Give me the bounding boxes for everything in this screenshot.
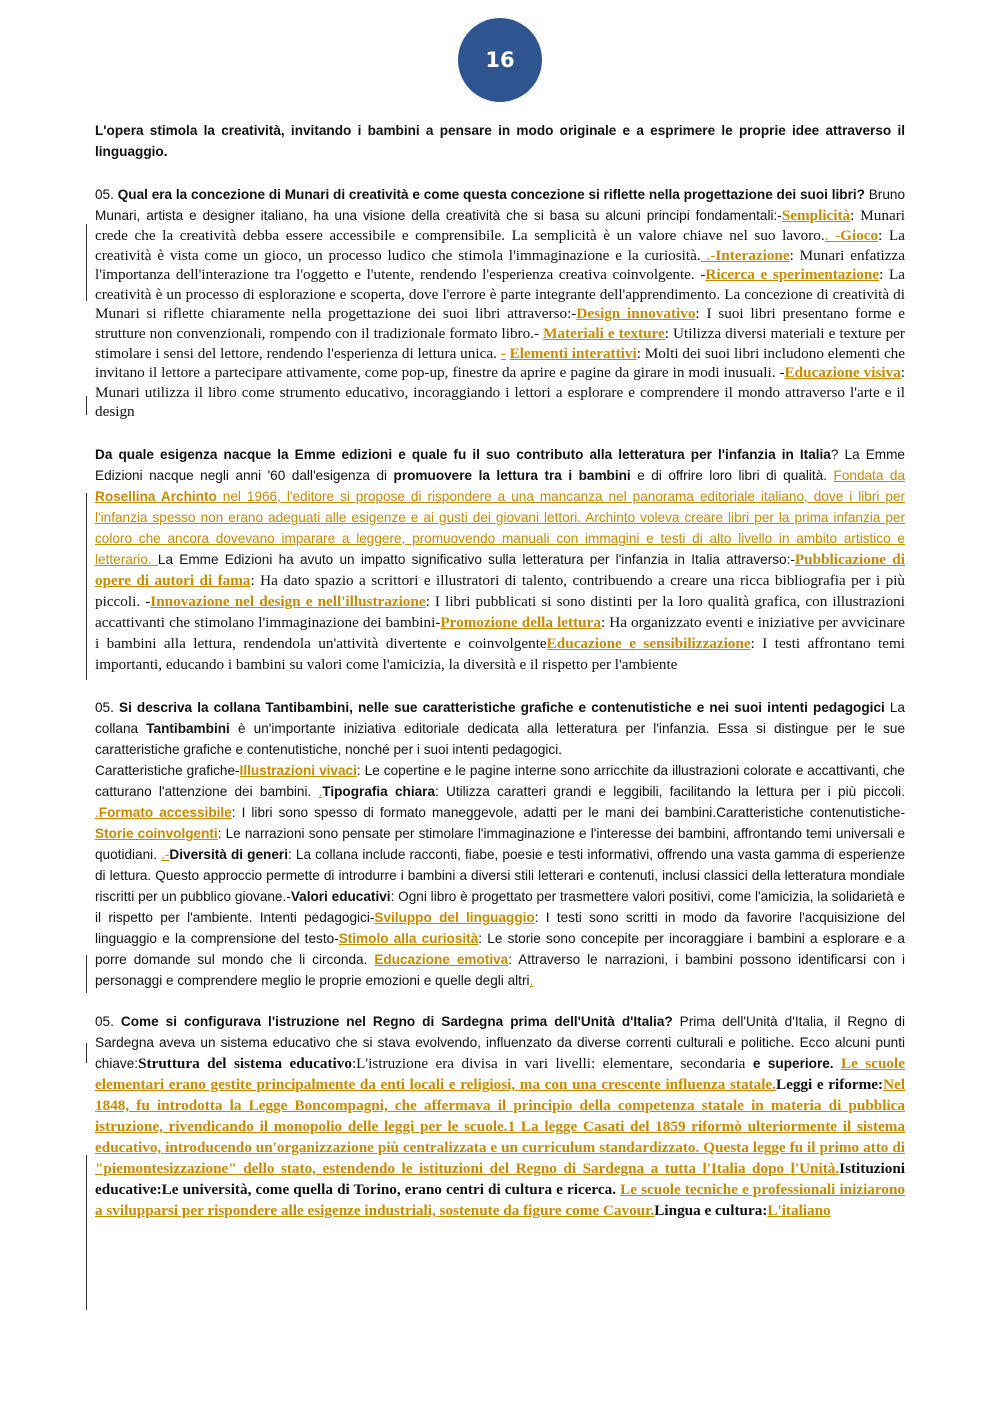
question-heading: Si descriva la collana Tantibambini, nelle sue caratteristiche grafiche e contenutistiche e nei suoi intenti pedagogici (119, 699, 885, 715)
section-tantibambini: 05. Si descriva la collana Tantibambini, nelle sue caratteristiche grafiche e contenutistiche e nei suoi intenti pedagogici La collana Tantibambini è un'importante iniziativa editoriale dedicata alla letteratura per l'infanzia. Essa si distingue per le sue caratteristiche grafiche e contenutistiche, nonché per i suoi intenti pedagogici. Caratteristiche grafiche-Illustrazioni vivaci: Le copertine e le pagine interne sono arricchite da illustrazioni colorate e accattivanti, che catturano l'attenzione dei bambini. .Tipografia chiara: Utilizza caratteri grandi e leggibili, facilitando la lettura per i più piccoli. .Formato accessibile: I libri sono spesso di formato maneggevole, adatti per le mani dei bambini.Caratteristiche contenutistiche-Storie coinvolgenti: Le narrazioni sono pensate per stimolare l'immaginazione e l'interesse dei bambini, affrontando temi universali e quotidiani. .-Diversità di generi: La collana include racconti, fiabe, poesie e testi informativi, offrendo una vasta gamma di esperienze di lettura. Questo approccio permette di introdurre i bambini a diversi stili letterari e contenuti, inclusi classici della letteratura mondiale riscritti per un pubblico giovane.-Valori educativi: Ogni libro è progettato per trasmettere valori positivi, come l'amicizia, la solidarietà e il rispetto per l'ambiente. Intenti pedagogici-Sviluppo del linguaggio: I testi sono scritti in modo da favorire l'acquisizione del linguaggio e la comprensione del testo-Stimolo alla curiosità: Le storie sono concepite per incoraggiare i bambini a esplorare e a porre domande sul mondo che li circonda. Educazione emotiva: Attraverso le narrazioni, i bambini possono identificarsi con i personaggi e comprendere meglio le proprie emozioni e quelle degli altri. (95, 699, 906, 988)
document-body (95, 120, 905, 1221)
section-munari: 05. Qual era la concezione di Munari di creatività e come questa concezione si riflette nella progettazione dei suoi libri? Bruno Munari, artista e designer italiano, ha una visione della creatività che si basa su alcuni principi fondamentali:-Semplicità: Munari crede che la creatività debba essere accessibile e comprensibile. La semplicità è un valore chiave nel suo lavoro.. -Gioco: La creatività è vista come un gioco, un processo ludico che stimola l'immaginazione e la curiosità. .-Interazione: Munari enfatizza l'importanza dell'interazione tra l'oggetto e l'utente, rendendo l'esperienza creativa coinvolgente. -Ricerca e sperimentazione: La creatività è un processo di esplorazione e scoperta, dove l'errore è parte integrante dell'apprendimento. La concezione di creatività di Munari si riflette chiaramente nella progettazione dei suoi libri attraverso:-Design innovativo: I suoi libri presentano forme e strutture non convenzionali, rompendo con il tradizionale formato libro.- Materiali e texture: Utilizza diversi materiali e texture per stimolare i sensi del lettore, rendendo l'esperienza di lettura unica. - Elementi interattivi: Molti dei suoi libri includono elementi che invitano il lettore a partecipare attivamente, come pop-up, finestre da aprire e pagine da girare in modi inusuali. -Educazione visiva: Munari utilizza il libro come strumento educativo, incoraggiando i lettori a esplorare e comprendere il mondo attraverso l'arte e il design (95, 187, 906, 421)
page-number-badge: 16 (458, 18, 542, 102)
question-heading: Come si configurava l'istruzione nel Regno di Sardegna prima dell'Unità d'Italia? (120, 1013, 673, 1029)
change-bar (86, 396, 87, 415)
section-emme: Da quale esigenza nacque la Emme edizioni e quale fu il suo contributo alla letteratura per l'infanzia in Italia? La Emme Edizioni nacque negli anni '60 dall'esigenza di promuovere la lettura tra i bambini e di offrire loro libri di qualità. Fondata da Rosellina Archinto nel 1966, l'editore si propose di rispondere a una mancanza nel panorama editoriale italiano, dove i libri per l'infanzia spesso non erano adeguati alle esigenze e ai gusti dei giovani lettori. Archinto voleva creare libri per la prima infanzia per coloro che ancora dovevano imparare a leggere, promuovendo manuali con immagini e testi di alto livello in ambito artistico e letterario. La Emme Edizioni ha avuto un impatto significativo sulla letteratura per l'infanzia in Italia attraverso:-Pubblicazione di opere di autori di fama: Ha dato spazio a scrittori e illustratori di talento, contribuendo a creare una ricca bibliografia per i più piccoli. -Innovazione nel design e nell'illustrazione: I libri pubblicati si sono distinti per la loro qualità grafica, con illustrazioni accattivanti che stimolano l'immaginazione dei bambini-Promozione della lettura: Ha organizzato eventi e iniziative per avvicinare i bambini alla lettura, rendendola un'attività divertente e coinvolgenteEducazione e sensibilizzazione: I testi affrontano temi importanti, educando i bambini su valori come l'amicizia, la diversità e il rispetto per l'ambiente (95, 446, 906, 673)
change-bar (86, 493, 87, 680)
change-bar (86, 1043, 87, 1063)
question-heading: Qual era la concezione di Munari di creatività e come questa concezione si riflette nella progettazione dei suoi libri? (117, 187, 865, 202)
change-bar (86, 955, 87, 993)
change-bar (86, 224, 87, 301)
intro-paragraph: L'opera stimola la creatività, invitando i bambini a pensare in modo originale e a esprimere le proprie idee attraverso il linguaggio. (95, 123, 905, 159)
question-heading: Da quale esigenza nacque la Emme edizioni e quale fu il suo contributo alla letteratura per l'infanzia in Italia (95, 446, 831, 462)
change-bar (86, 1155, 87, 1310)
section-sardegna: 05. Come si configurava l'istruzione nel Regno di Sardegna prima dell'Unità d'Italia? Prima dell'Unità d'Italia, il Regno di Sardegna aveva un sistema educativo che si stava evolvendo, influenzato da diverse correnti culturali e politiche. Ecco alcuni punti chiave:Struttura del sistema educativo:L'istruzione era divisa in vari livelli: elementare, secondaria e superiore. Le scuole elementari erano gestite principalmente da enti locali e religiosi, ma con una crescente influenza statale.Leggi e riforme:Nel 1848, fu introdotta la Legge Boncompagni, che affermava il principio della competenza statale in materia di pubblica istruzione, rivendicando il monopolio delle leggi per le scuole.1 La legge Casati del 1859 riformò ulteriormente il sistema educativo, introducendo un'organizzazione più centralizzata e un curriculum standardizzato. Questa legge fu il primo atto di "piemontesizzazione" dello stato, estendendo le istituzioni del Regno di Sardegna a tutta l'Italia dopo l'Unità.Istituzioni educative:Le università, come quella di Torino, erano centri di cultura e ricerca. Le scuole tecniche e professionali iniziarono a svilupparsi per rispondere alle esigenze industriali, sostenute da figure come Cavour.Lingua e cultura:L'italiano (95, 1013, 905, 1219)
